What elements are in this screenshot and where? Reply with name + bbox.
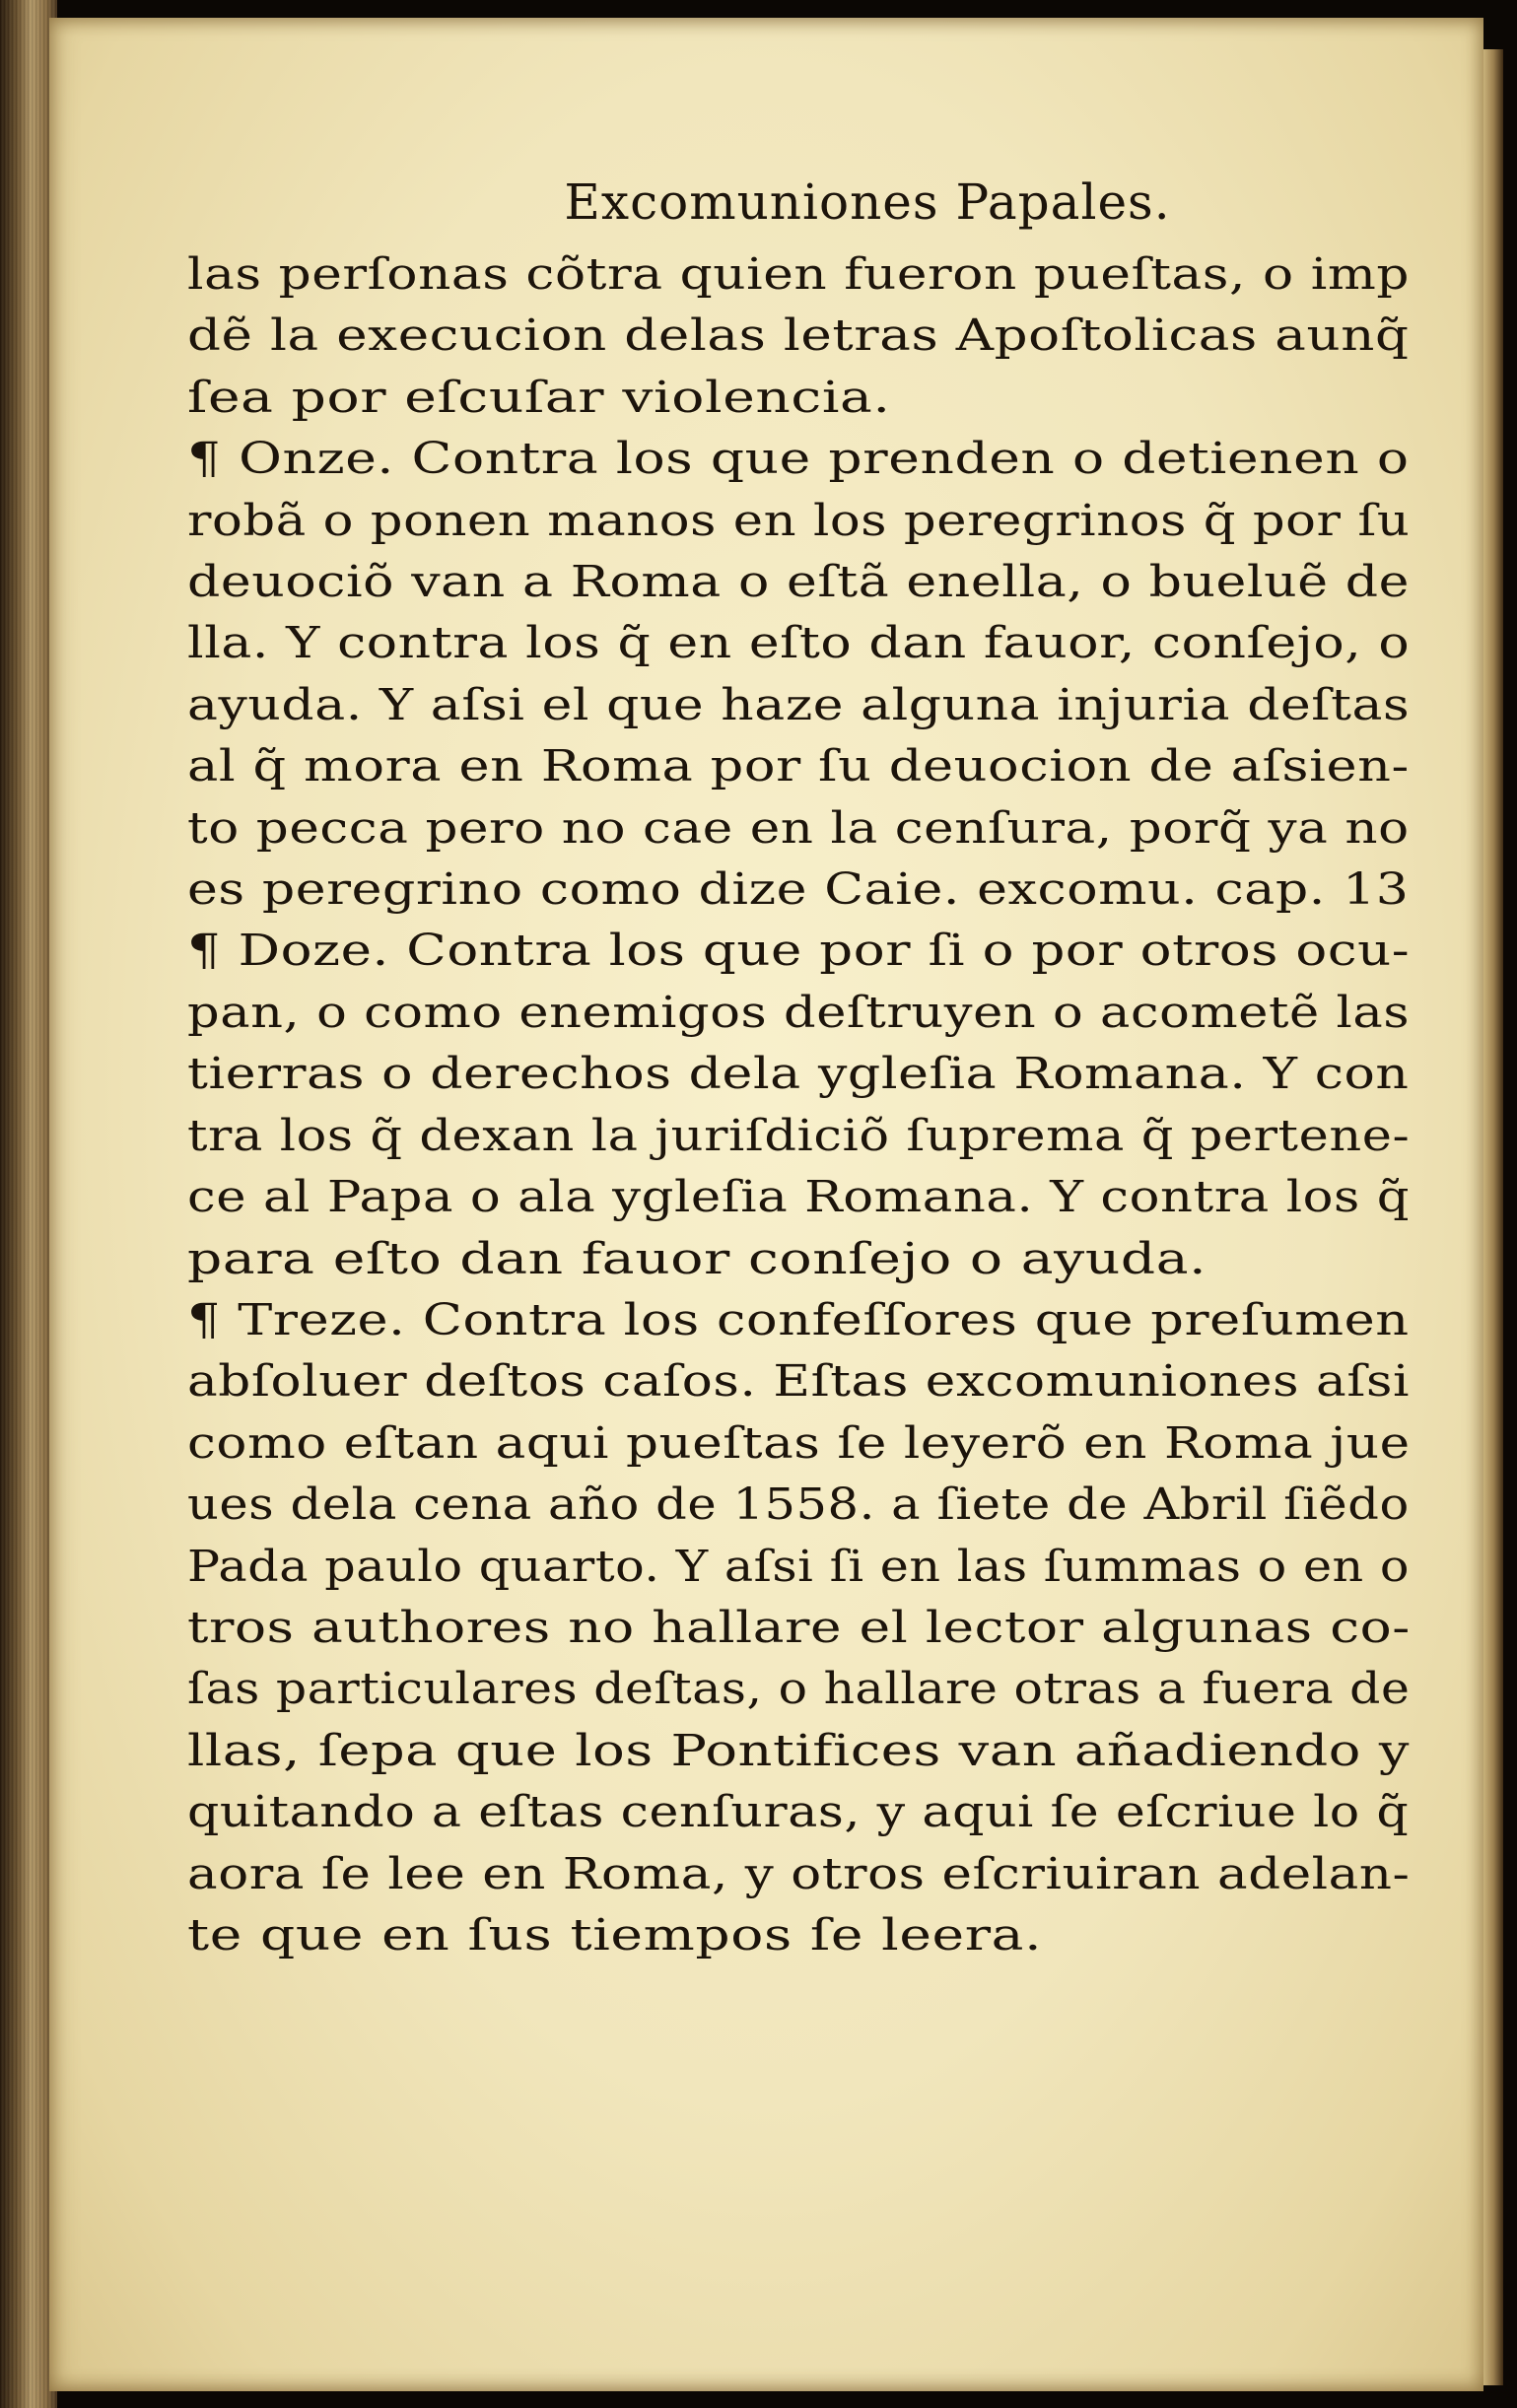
text-line: abſoluer deſtos caſos. Eſtas excomuniones aſsi (187, 1356, 1411, 1408)
text-line: ayuda. Y aſsi el que haze alguna injuria deſtas (187, 679, 1411, 730)
text-line: ¶ Onze. Contra los que prenden o detienen o (187, 434, 1410, 485)
text-line: es peregrino como dize Caie. excomu. cap. 13 (187, 864, 1410, 916)
page-text (187, 168, 1410, 1966)
text-line: pan, o como enemigos deſtruyen o acometẽ las (187, 987, 1411, 1038)
text-line: ſea por eſcuſar violencia. (187, 372, 891, 423)
text-line: para eſto dan fauor conſejo o ayuda. (187, 1233, 1207, 1284)
text-line: llas, ſepa que los Pontifices van añadiendo y (187, 1725, 1411, 1776)
text-line: ce al Papa o ala ygleſia Romana. Y contra los q̃ (187, 1172, 1411, 1223)
text-line: deuociõ van a Roma o eſtã enella, o bueluẽ de (187, 557, 1410, 608)
text-line: como eſtan aqui pueſtas ſe leyerõ en Roma jue (187, 1417, 1411, 1469)
text-line: ¶ Treze. Contra los confeſſores que preſumen (187, 1294, 1410, 1345)
text-line: al q̃ mora en Roma por ſu deuocion de aſsien- (187, 741, 1410, 792)
text-line: tros authores no hallare el lector algunas co- (187, 1602, 1411, 1653)
text-line: dẽ la execucion delas letras Apoſtolicas aunq̃ (187, 310, 1410, 362)
text-line: quitando a eſtas cenſuras, y aqui ſe eſcriue lo q̃ (187, 1787, 1410, 1838)
text-line: ues dela cena año de 1558. a ſiete de Abril ſiẽdo (187, 1479, 1410, 1531)
text-line: robã o ponen manos en los peregrinos q̃ por ſu (187, 495, 1411, 546)
text-line: tierras o derechos dela ygleſia Romana. Y con (187, 1049, 1410, 1100)
text-line: las perſonas cõtra quien fueron pueſtas, o imp (187, 249, 1411, 300)
text-line: aora ſe lee en Roma, y otros eſcriuiran adelan- (187, 1848, 1411, 1899)
text-line: tra los q̃ dexan la juriſdiciõ ſuprema q̃ pertene- (187, 1110, 1411, 1161)
text-line: lla. Y contra los q̃ en eſto dan fauor, conſejo, o (187, 618, 1411, 669)
running-head: Excomuniones Papales. (564, 173, 1171, 231)
text-line: ſas particulares deſtas, o hallare otras a fuera de (187, 1664, 1411, 1715)
text-line: ¶ Doze. Contra los que por ſi o por otros ocu- (187, 926, 1411, 977)
text-line: to pecca pero no cae en la cenſura, porq̃ ya no (187, 802, 1410, 854)
text-line: Pada paulo quarto. Y aſsi ſi en las ſummas o en o (187, 1541, 1411, 1592)
text-line: te que en ſus tiempos ſe leera. (187, 1909, 1043, 1961)
